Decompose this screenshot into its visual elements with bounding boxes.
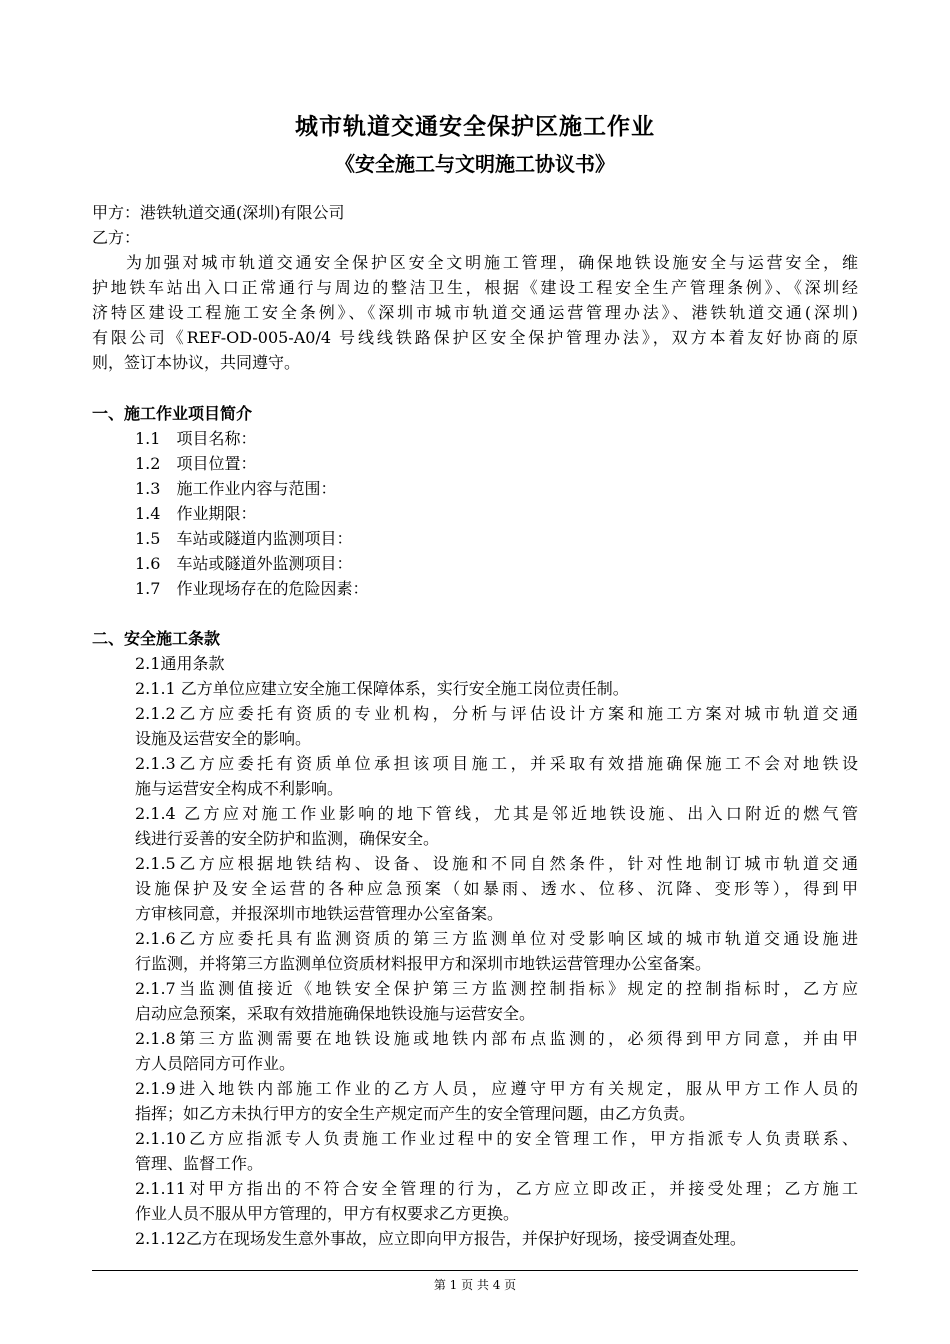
section-1-heading: 一、施工作业项目简介 xyxy=(92,404,253,423)
clause-line: 作业人员不服从甲方管理的，甲方有权要求乙方更换。 xyxy=(135,1204,520,1223)
section-1-item: 1.3 施工作业内容与范围： xyxy=(135,479,337,498)
clause-line: 启动应急预案，采取有效措施确保地铁设施与运营安全。 xyxy=(135,1004,536,1023)
party-b-line: 乙方： xyxy=(92,228,141,247)
document-subtitle: 《安全施工与文明施工协议书》 xyxy=(335,152,615,176)
clause-line: 方人员陪同方可作业。 xyxy=(135,1054,296,1073)
clause-line: 2.1.1 乙方单位应建立安全施工保障体系，实行安全施工岗位责任制。 xyxy=(135,679,629,698)
party-a-line: 甲方：港铁轨道交通(深圳)有限公司 xyxy=(92,203,345,222)
section-1-item: 1.7 作业现场存在的危险因素： xyxy=(135,579,369,598)
clause-line: 2.1通用条款 xyxy=(135,654,225,673)
section-1-item: 1.5 车站或隧道内监测项目： xyxy=(135,529,353,548)
clause-line: 2.1.8第三方监测需要在地铁设施或地铁内部布点监测的，必须得到甲方同意，并由甲 xyxy=(135,1029,858,1048)
clause-line: 行监测，并将第三方监测单位资质材料报甲方和深圳市地铁运营管理办公室备案。 xyxy=(135,954,712,973)
clause-line: 2.1.10乙方应指派专人负责施工作业过程中的安全管理工作，甲方指派专人负责联系、 xyxy=(135,1129,858,1148)
clause-line: 2.1.3乙方应委托有资质单位承担该项目施工，并采取有效措施确保施工不会对地铁设 xyxy=(135,754,858,773)
clause-line: 设施及运营安全的影响。 xyxy=(135,729,312,748)
section-1-item: 1.1 项目名称： xyxy=(135,429,257,448)
clause-line: 2.1.12乙方在现场发生意外事故，应立即向甲方报告，并保护好现场，接受调查处理。 xyxy=(135,1229,746,1248)
intro-line: 护地铁车站出入口正常通行与周边的整洁卫生，根据《建设工程安全生产管理条例》、《深圳经 xyxy=(92,278,858,297)
clause-line: 施与运营安全构成不利影响。 xyxy=(135,779,344,798)
clause-line: 管理、监督工作。 xyxy=(135,1154,264,1173)
intro-line: 济特区建设工程施工安全条例》、《深圳市城市轨道交通运营管理办法》、港铁轨道交通(深圳) xyxy=(92,303,858,322)
clause-line: 2.1.6乙方应委托具有监测资质的第三方监测单位对受影响区域的城市轨道交通设施进 xyxy=(135,929,858,948)
clause-line: 2.1.5乙方应根据地铁结构、设备、设施和不同自然条件，针对性地制订城市轨道交通 xyxy=(135,854,858,873)
intro-line: 为加强对城市轨道交通安全保护区安全文明施工管理，确保地铁设施安全与运营安全，维 xyxy=(126,253,858,272)
section-2-heading: 二、安全施工条款 xyxy=(92,629,221,648)
clause-line: 设施保护及安全运营的各种应急预案（如暴雨、透水、位移、沉降、变形等），得到甲 xyxy=(135,879,858,898)
clause-line: 2.1.9进入地铁内部施工作业的乙方人员，应遵守甲方有关规定，服从甲方工作人员的 xyxy=(135,1079,858,1098)
clause-line: 线进行妥善的安全防护和监测，确保安全。 xyxy=(135,829,440,848)
footer-divider xyxy=(92,1270,858,1271)
clause-line: 指挥；如乙方未执行甲方的安全生产规定而产生的安全管理问题，由乙方负责。 xyxy=(135,1104,696,1123)
document-title: 城市轨道交通安全保护区施工作业 xyxy=(295,113,655,140)
clause-line: 2.1.2乙方应委托有资质的专业机构，分析与评估设计方案和施工方案对城市轨道交通 xyxy=(135,704,858,723)
intro-line: 有限公司《REF-OD-005-A0/4 号线线铁路保护区安全保护管理办法》，双方本着友好协商的原 xyxy=(92,328,858,347)
clause-line: 2.1.7当监测值接近《地铁安全保护第三方监测控制指标》规定的控制指标时，乙方应 xyxy=(135,979,858,998)
page-number: 第 1 页 共 4 页 xyxy=(433,1278,517,1292)
clause-line: 2.1.4 乙方应对施工作业影响的地下管线，尤其是邻近地铁设施、出入口附近的燃气管 xyxy=(135,804,858,823)
section-1-item: 1.6 车站或隧道外监测项目： xyxy=(135,554,353,573)
section-1-item: 1.2 项目位置： xyxy=(135,454,257,473)
clause-line: 2.1.11对甲方指出的不符合安全管理的行为，乙方应立即改正，并接受处理；乙方施工 xyxy=(135,1179,858,1198)
intro-line: 则，签订本协议，共同遵守。 xyxy=(92,353,301,372)
section-1-item: 1.4 作业期限： xyxy=(135,504,257,523)
clause-line: 方审核同意，并报深圳市地铁运营管理办公室备案。 xyxy=(135,904,504,923)
